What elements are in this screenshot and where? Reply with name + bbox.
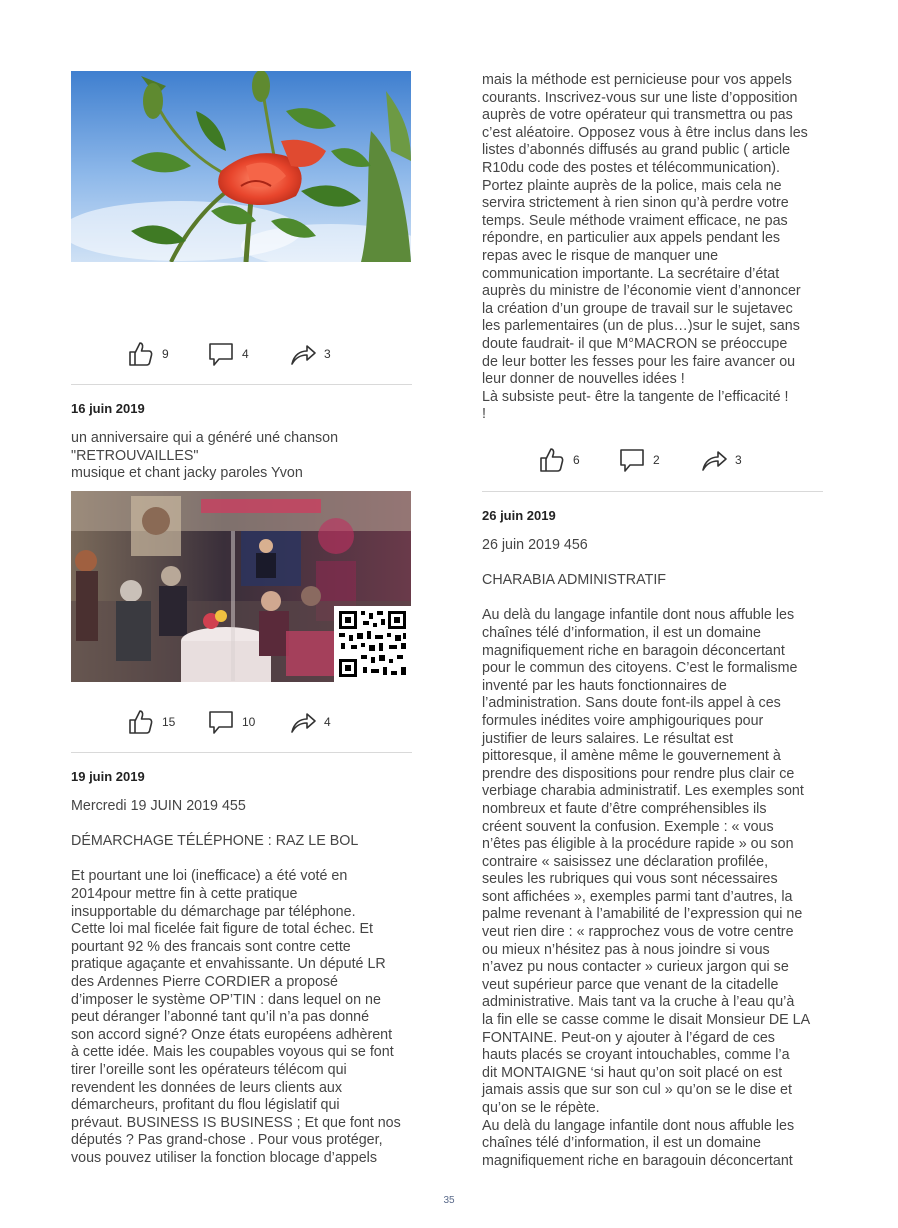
text-line: Et pourtant une loi (inefficace) a été voté en <box>71 868 348 885</box>
comment-stat[interactable] <box>207 339 249 369</box>
page-number: 35 <box>443 1195 455 1206</box>
text-line: pratique agaçante et envahissante. Un député LR <box>71 956 386 973</box>
text-line: la fin elle se casse comme le disait Monsieur DE LA <box>482 1012 811 1029</box>
text-line: Au delà du langage infantile dont nous affuble les <box>482 607 795 624</box>
like-stat[interactable] <box>538 445 580 475</box>
text-line: chaînes télé d’information, il est un domaine <box>482 624 761 641</box>
share-count: 3 <box>324 347 331 361</box>
text-line: repas avec le risque de manquer une <box>482 247 719 264</box>
text-line: les parlementaires (un de plus…)sur le sujet, sans <box>482 318 800 335</box>
post-date: 16 juin 2019 <box>71 401 145 416</box>
post-date: 19 juin 2019 <box>71 769 145 784</box>
text-line: "RETROUVAILLES" <box>71 447 199 464</box>
text-line: démarcheurs, profitant du flou législatif qui <box>71 1097 340 1114</box>
text-line: d’imposer le système OP’TIN : dans lequel on ne <box>71 991 381 1008</box>
comment-icon <box>618 446 646 474</box>
text-line: formules inédites voire amphigouriques pour <box>482 712 764 729</box>
text-line: son accord signé? Onze états européens adhèrent <box>71 1026 393 1043</box>
text-line: sont affichées », exemples parmi tant d’autres, la <box>482 888 793 905</box>
text-line: répondre, en particulier aux appels pendant les <box>482 230 781 247</box>
text-line: auprès du ministre de l’économie vient d’annoncer <box>482 283 801 300</box>
text-line: communication importante. La secrétaire d’état <box>482 265 780 282</box>
text-line: mais la méthode est pernicieuse pour vos appels <box>482 72 792 88</box>
text-line: jamais assis que sur son cul » qu’on se le dise et <box>482 1082 792 1099</box>
text-line: veut supérieur parce que venant de la citadelle <box>482 976 779 993</box>
thumbs-up-icon <box>127 708 155 736</box>
text-line: auprès de votre opérateur qui transmettra ou pas <box>482 107 793 124</box>
post-stats <box>482 445 823 475</box>
comment-count: 4 <box>242 347 249 361</box>
post-heading: Mercredi 19 JUIN 2019 455 <box>71 798 246 814</box>
post-date: 26 juin 2019 <box>482 508 556 523</box>
post-heading: 26 juin 2019 456 <box>482 537 588 553</box>
post-title: CHARABIA ADMINISTRATIF <box>482 572 667 589</box>
text-line: tirer l’oreille sont les opérateurs télécom qui <box>71 1061 347 1078</box>
text-line: verbiage charabia administratif. Les exemples sont <box>482 783 804 800</box>
like-stat[interactable] <box>127 339 169 369</box>
text-line: un anniversaire qui a généré uné chanson <box>71 430 339 446</box>
party-image <box>71 491 411 682</box>
text-line: ou mieux n’hésitez pas à nous joindre si vous <box>482 941 770 958</box>
text-line: pour le commun des citoyens. C’est le formalisme <box>482 660 798 677</box>
separator <box>71 384 412 385</box>
text-line: servira strictement à rien sinon qu’à perdre votre <box>482 195 789 212</box>
text-line: leur donner de nouvelles idées ! <box>482 371 685 388</box>
like-count: 6 <box>573 453 580 467</box>
text-line: la création d’un groupe de travail sur le sujetavec <box>482 300 793 317</box>
text-line: pittoresque, il amène même le gouvernement à <box>482 748 781 765</box>
comment-stat[interactable] <box>618 445 660 475</box>
text-line: prévaut. BUSINESS IS BUSINESS ; Et que font nos <box>71 1114 401 1131</box>
post-text-continued <box>482 72 823 424</box>
text-line: listes d’abonnés diffusés au grand public ( article <box>482 142 791 159</box>
text-line: R10du code des postes et télécommunication). <box>482 159 781 176</box>
text-line: des Ardennes Pierre CORDIER a proposé <box>71 973 339 990</box>
text-line: doute faudrait- il que M°MACRON se préoccupe <box>482 335 788 352</box>
text-line: insupportable du démarchage par téléphone. <box>71 903 356 920</box>
thumbs-up-icon <box>127 340 155 368</box>
text-line: courants. Inscrivez-vous sur une liste d’opposition <box>482 89 798 106</box>
comment-icon <box>207 708 235 736</box>
text-line: FONTAINE. Peut-on y ajouter à l’égard de ces <box>482 1029 775 1046</box>
text-line: Au delà du langage infantile dont nous affuble les <box>482 1117 795 1134</box>
share-icon <box>289 708 317 736</box>
text-line: Là subsiste peut- être la tangente de l’efficacité ! <box>482 388 789 405</box>
text-line: Cette loi mal ficelée fait figure de total échec. Et <box>71 921 373 938</box>
separator <box>482 491 823 492</box>
text-line: revendent les données de leurs clients aux <box>71 1079 343 1096</box>
text-line: pourtant 92 % des francais sont contre cette <box>71 938 351 955</box>
text-line: de leur botter les fesses pour les faire avancer ou <box>482 353 796 370</box>
comment-count: 2 <box>653 453 660 467</box>
rose-photo[interactable] <box>71 71 411 262</box>
text-line: seules les rubriques qui vous sont nécessaires <box>482 871 778 888</box>
like-count: 9 <box>162 347 169 361</box>
text-line: à cette idée. Mais les coupables voyous qui se font <box>71 1044 394 1061</box>
text-line: nombreux et faute d’être compréhensibles ils <box>482 800 767 817</box>
rose-image <box>71 71 411 262</box>
text-line: contraire « saisissez une déclaration profilée, <box>482 853 769 870</box>
text-line: prendre des dispositions pour rendre plus clair ce <box>482 765 795 782</box>
share-icon <box>700 446 728 474</box>
text-line: dit MONTAIGNE ‘si haut qu’on soit placé on est <box>482 1064 783 1081</box>
share-stat[interactable] <box>700 445 742 475</box>
post-text <box>482 537 823 1170</box>
post-stats <box>71 339 412 369</box>
share-icon <box>289 340 317 368</box>
text-line: temps. Seule méthode vraiment efficace, ne pas <box>482 212 788 229</box>
text-line: c’est aléatoire. Opposez vous à être inclus dans les <box>482 124 808 141</box>
text-line: 2014pour mettre fin à cette pratique <box>71 885 298 902</box>
text-line: n’avez pu nous contacter » curieux jargon qui se <box>482 959 789 976</box>
text-line: justifier de leurs salaires. Le résultat est <box>482 730 734 747</box>
text-line: créent souvent la confusion. Exemple : « vous <box>482 818 774 835</box>
text-line: n’êtes pas éligible à la procédure rapide » ou son <box>482 836 794 853</box>
comment-icon <box>207 340 235 368</box>
text-line: qu’on se le répète. <box>482 1100 600 1116</box>
like-count: 15 <box>162 715 176 729</box>
post-text <box>71 798 412 1167</box>
separator <box>71 752 412 753</box>
post-stats <box>71 707 412 737</box>
text-line: ! <box>482 406 486 423</box>
text-line: vous pouvez utiliser la fonction blocage d’appels <box>71 1149 377 1166</box>
text-line: veut rien dire : « rapprochez vous de votre centre <box>482 924 794 941</box>
text-line: chaînes télé d’information, il est un domaine <box>482 1135 761 1152</box>
text-line: musique et chant jacky paroles Yvon <box>71 465 303 482</box>
text-line: l’administration. Sans doute font-ils appel à ces <box>482 695 781 712</box>
text-line: administrative. Mais tant va la cruche à l’eau qu’à <box>482 994 795 1011</box>
text-line: magnifiquement riche en baragouin déconcertant <box>482 1152 793 1169</box>
share-stat[interactable] <box>289 707 331 737</box>
thumbs-up-icon <box>538 446 566 474</box>
text-line: députés ? Pas grand-chose . Pour vous protéger, <box>71 1132 383 1149</box>
party-photo[interactable] <box>71 491 411 682</box>
text-line: peut déranger l’abonné tant qu’il n’a pas donné <box>71 1009 370 1026</box>
text-line: magnifiquement riche en baragoin déconcertant <box>482 642 785 659</box>
post-text <box>71 430 412 483</box>
text-line: palme revenant à l’amabilité de l’expression qui ne <box>482 906 803 923</box>
text-line: Portez plainte auprès de la police, mais cela ne <box>482 177 782 194</box>
share-count: 3 <box>735 453 742 467</box>
like-stat[interactable] <box>127 707 175 737</box>
comment-count: 10 <box>242 715 256 729</box>
text-line: hauts placés se croyant intouchables, comme l’a <box>482 1047 790 1064</box>
comment-stat[interactable] <box>207 707 255 737</box>
share-stat[interactable] <box>289 339 331 369</box>
share-count: 4 <box>324 715 331 729</box>
post-title: DÉMARCHAGE TÉLÉPHONE : RAZ LE BOL <box>71 833 359 850</box>
text-line: inventé par les hauts fonctionnaires de <box>482 677 727 694</box>
